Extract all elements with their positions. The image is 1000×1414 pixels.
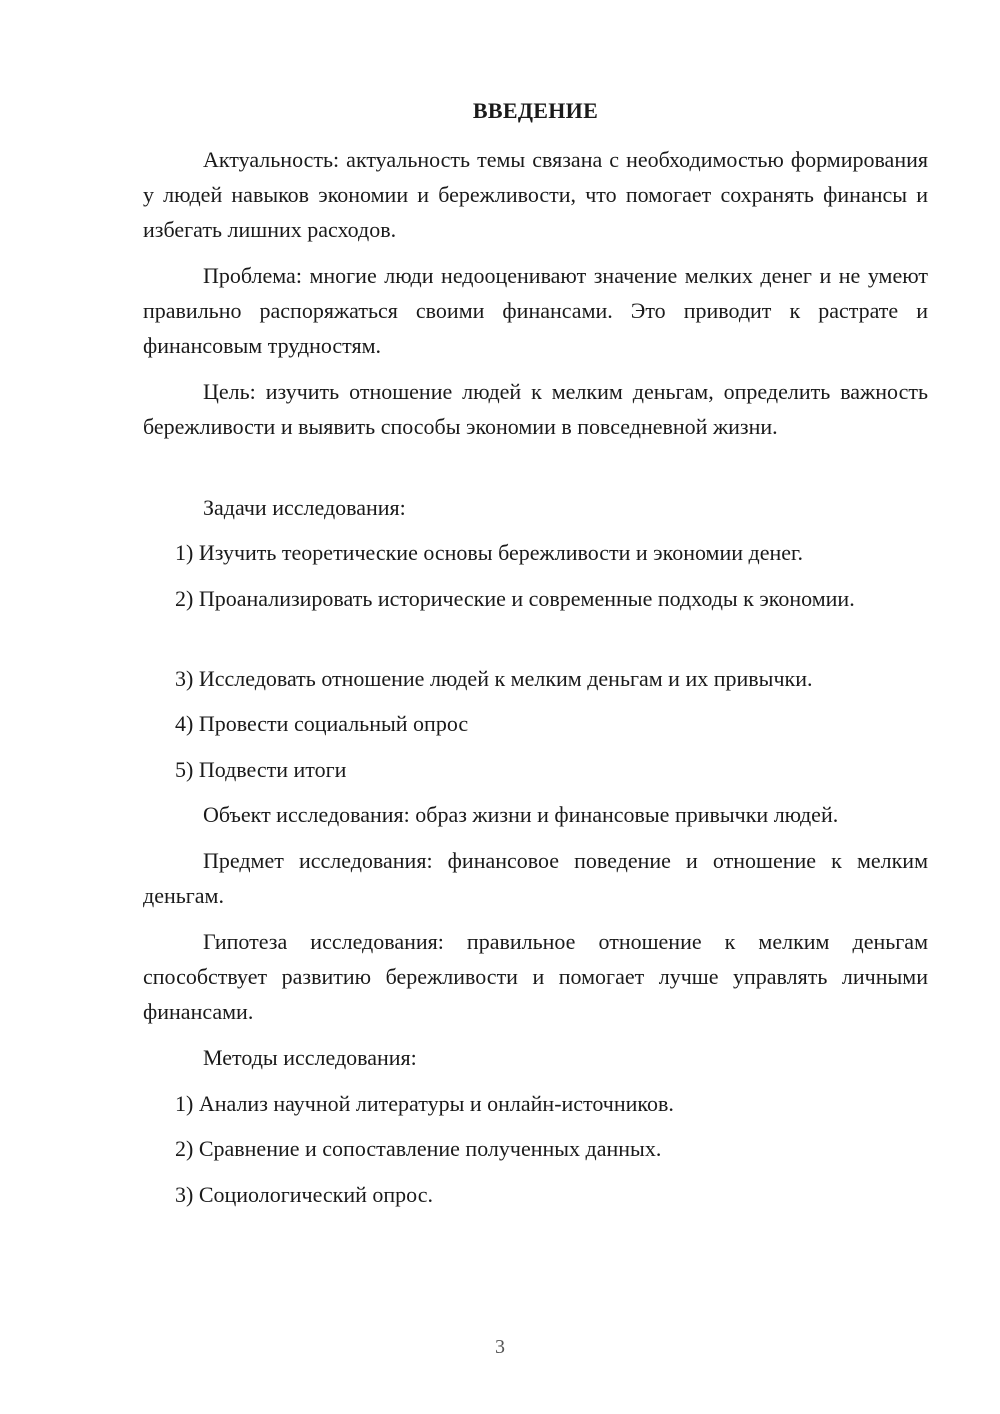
task-item-3: 3) Исследовать отношение людей к мелким деньгам и их привычки. — [175, 666, 813, 691]
task-item-1: 1) Изучить теоретические основы бережливости и экономии денег. — [175, 540, 804, 565]
tasks-heading: Задачи исследования: — [203, 495, 406, 520]
task-item-5: 5) Подвести итоги — [175, 757, 347, 782]
paragraph-hypothesis: Гипотеза исследования: правильное отношение к мелким деньгам способствует развитию бережливости и помогает лучше управлять личными финансами. — [143, 929, 928, 1024]
method-item-3: 3) Социологический опрос. — [175, 1182, 433, 1207]
paragraph-subject: Предмет исследования: финансовое поведение и отношение к мелким деньгам. — [143, 848, 928, 908]
page-number: 3 — [495, 1336, 505, 1358]
methods-heading: Методы исследования: — [203, 1045, 417, 1070]
paragraph-relevance: Актуальность: актуальность темы связана с необходимостью формирования у людей навыков экономии и бережливости, что помогает сохранять финансы и избегать лишних расходов. — [143, 147, 928, 242]
task-item-4: 4) Провести социальный опрос — [175, 711, 469, 736]
paragraph-problem: Проблема: многие люди недооценивают значение мелких денег и не умеют правильно распоряжаться своими финансами. Это приводит к растрате и финансовым трудностям. — [143, 263, 928, 358]
paragraph-goal: Цель: изучить отношение людей к мелким деньгам, определить важность бережливости и выявить способы экономии в повседневной жизни. — [143, 379, 928, 439]
section-title: ВВЕДЕНИЕ — [472, 98, 599, 123]
paragraph-object: Объект исследования: образ жизни и финансовые привычки людей. — [203, 802, 839, 827]
method-item-2: 2) Сравнение и сопоставление полученных данных. — [175, 1136, 662, 1161]
method-item-1: 1) Анализ научной литературы и онлайн-источников. — [175, 1091, 674, 1116]
task-item-2: 2) Проанализировать исторические и современные подходы к экономии. — [175, 586, 855, 611]
